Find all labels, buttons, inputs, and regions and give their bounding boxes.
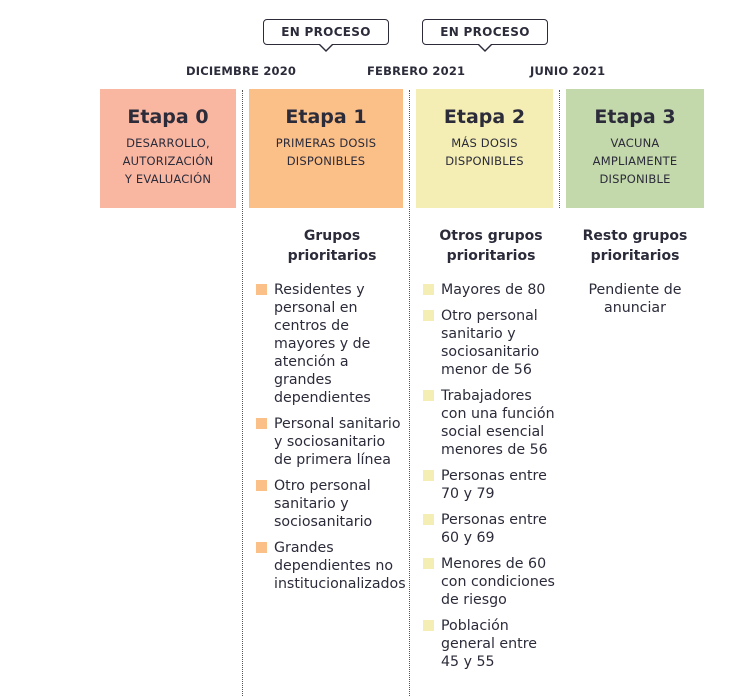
groups-list xyxy=(423,281,559,671)
stage-description: PRIMERAS DOSIS DISPONIBLES xyxy=(275,136,377,168)
groups-heading: Grupos prioritarios xyxy=(287,228,377,264)
groups-heading: Resto grupos prioritarios xyxy=(582,228,688,264)
list-item: Grandes dependientes no institucionalizados xyxy=(256,539,408,593)
groups-heading: Otros grupos prioritarios xyxy=(439,228,543,264)
stage-description: VACUNA AMPLIAMENTE DISPONIBLE xyxy=(592,136,678,186)
bullet-square-icon xyxy=(423,310,434,321)
stage-3-box xyxy=(566,89,704,208)
stage-title: Etapa 3 xyxy=(594,106,676,128)
in-progress-badge-2 xyxy=(422,19,548,45)
bullet-square-icon xyxy=(423,470,434,481)
bullet-square-icon xyxy=(423,620,434,631)
bullet-square-icon xyxy=(423,514,434,525)
bullet-square-icon xyxy=(423,558,434,569)
list-item: Personas entre 60 y 69 xyxy=(423,511,559,547)
bullet-square-icon xyxy=(423,390,434,401)
stage-1-groups xyxy=(256,226,408,601)
list-item: Menores de 60 con condiciones de riesgo xyxy=(423,555,559,609)
stage-description: DESARROLLO, AUTORIZACIÓN Y EVALUACIÓN xyxy=(122,136,214,186)
divider-line xyxy=(559,90,560,208)
list-item: Mayores de 80 xyxy=(423,281,559,299)
list-item: Trabajadores con una función social esencial menores de 56 xyxy=(423,387,559,459)
stage-1-box xyxy=(249,89,403,208)
stage-title: Etapa 2 xyxy=(443,106,526,128)
badge-label: EN PROCESO xyxy=(440,25,530,39)
stage-description: MÁS DOSIS DISPONIBLES xyxy=(445,136,524,168)
badge-label: EN PROCESO xyxy=(281,25,371,39)
bullet-square-icon xyxy=(256,542,267,553)
bullet-square-icon xyxy=(256,284,267,295)
date-june-2021: JUNIO 2021 xyxy=(530,64,606,78)
bullet-square-icon xyxy=(256,480,267,491)
groups-list xyxy=(256,281,408,593)
stage-2-box xyxy=(416,89,553,208)
date-december-2020: DICIEMBRE 2020 xyxy=(186,64,297,78)
pending-note: Pendiente de anunciar xyxy=(588,282,682,316)
list-item: Población general entre 45 y 55 xyxy=(423,617,559,671)
stage-title: Etapa 0 xyxy=(127,106,209,128)
divider-line xyxy=(242,90,243,696)
stage-title: Etapa 1 xyxy=(285,106,367,128)
list-item: Personal sanitario y sociosanitario de primera línea xyxy=(256,415,408,469)
list-item: Otro personal sanitario y sociosanitario menor de 56 xyxy=(423,307,559,379)
stage-3-groups xyxy=(572,226,698,317)
bullet-square-icon xyxy=(256,418,267,429)
bullet-square-icon xyxy=(423,284,434,295)
divider-line xyxy=(409,90,410,696)
in-progress-badge-1 xyxy=(263,19,389,45)
date-february-2021: FEBRERO 2021 xyxy=(367,64,466,78)
list-item: Residentes y personal en centros de mayores y de atención a grandes dependientes xyxy=(256,281,408,407)
list-item: Personas entre 70 y 79 xyxy=(423,467,559,503)
stage-2-groups xyxy=(423,226,559,679)
list-item: Otro personal sanitario y sociosanitario xyxy=(256,477,408,531)
stage-0-box xyxy=(100,89,236,208)
